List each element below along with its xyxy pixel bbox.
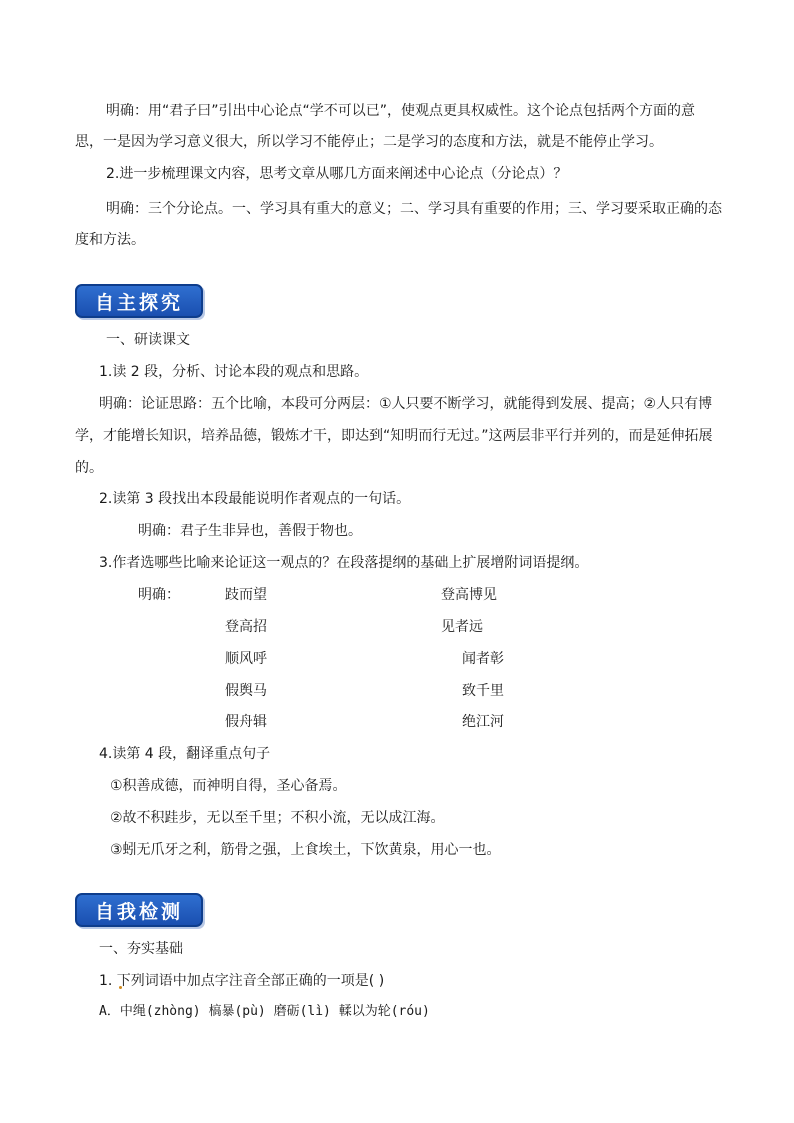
metaphor-right-3: 闻者彰 (462, 651, 504, 667)
section1-subtitle: 一、研读课文 (106, 332, 190, 348)
section2-question-1: 1. 下列词语中加点字注音全部正确的一项是( ) (99, 973, 385, 989)
intro-question-2: 2.进一步梳理课文内容，思考文章从哪几方面来阐述中心论点（分论点）？ (106, 166, 568, 182)
section2-option-a: A．中绳(zhòng) 槁暴(pù) 磨砺(lì) 輮以为轮(róu) (99, 1004, 430, 1019)
section-banner-self-check: 自我检测 (75, 893, 203, 927)
intro-answer-2-line-1: 明确：三个分论点。一、学习具有重大的意义；二、学习具有重要的作用；三、学习要采取正确的态 (106, 201, 722, 217)
intro-answer-1-line-2: 思，一是因为学习意义很大，所以学习不能停止；二是学习的态度和方法，就是不能停止学习。 (75, 134, 663, 150)
section1-question-1: 1.读 2 段，分析、讨论本段的观点和思路。 (99, 364, 369, 380)
metaphor-left-4: 假舆马 (225, 683, 267, 699)
section1-answer-3-label: 明确： (138, 587, 180, 603)
metaphor-right-2: 见者远 (441, 619, 483, 635)
section1-question-2: 2.读第 3 段找出本段最能说明作者观点的一句话。 (99, 491, 411, 507)
section1-answer-1-line-3: 的。 (75, 460, 103, 476)
metaphor-left-1: 跂而望 (225, 587, 267, 603)
section1-answer-1-line-1: 明确：论证思路：五个比喻，本段可分两层：①人只要不断学习，就能得到发展、提高；②人只有博 (99, 396, 713, 412)
section1-answer-2: 明确：君子生非异也，善假于物也。 (138, 523, 362, 539)
section1-question-3: 3.作者选哪些比喻来论证这一观点的？在段落提纲的基础上扩展增附词语提纲。 (99, 555, 589, 571)
section1-sentence-3: ③蚓无爪牙之利，筋骨之强，上食埃土，下饮黄泉，用心一也。 (110, 842, 501, 858)
section1-sentence-2: ②故不积跬步，无以至千里；不积小流，无以成江海。 (110, 810, 445, 826)
intro-answer-2-line-2: 度和方法。 (75, 232, 145, 248)
section1-question-4: 4.读第 4 段，翻译重点句子 (99, 746, 271, 762)
metaphor-left-3: 顺风呼 (225, 651, 267, 667)
section1-sentence-1: ①积善成德，而神明自得，圣心备焉。 (110, 778, 347, 794)
intro-answer-1-line-1: 明确：用“君子曰”引出中心论点“学不可以已”，使观点更具权威性。这个论点包括两个方面的意 (106, 103, 696, 119)
section-banner-self-explore: 自主探究 (75, 284, 203, 318)
metaphor-right-4: 致千里 (462, 683, 504, 699)
metaphor-right-1: 登高博见 (441, 587, 497, 603)
section1-answer-1-line-2: 学，才能增长知识，培养品德，锻炼才干，即达到“知明而行无过。”这两层非平行并列的，而是延伸拓展 (75, 428, 713, 444)
metaphor-right-5: 绝江河 (462, 714, 504, 730)
metaphor-left-2: 登高招 (225, 619, 267, 635)
metaphor-left-5: 假舟辑 (225, 714, 267, 730)
section2-subtitle: 一、夯实基础 (99, 941, 183, 957)
